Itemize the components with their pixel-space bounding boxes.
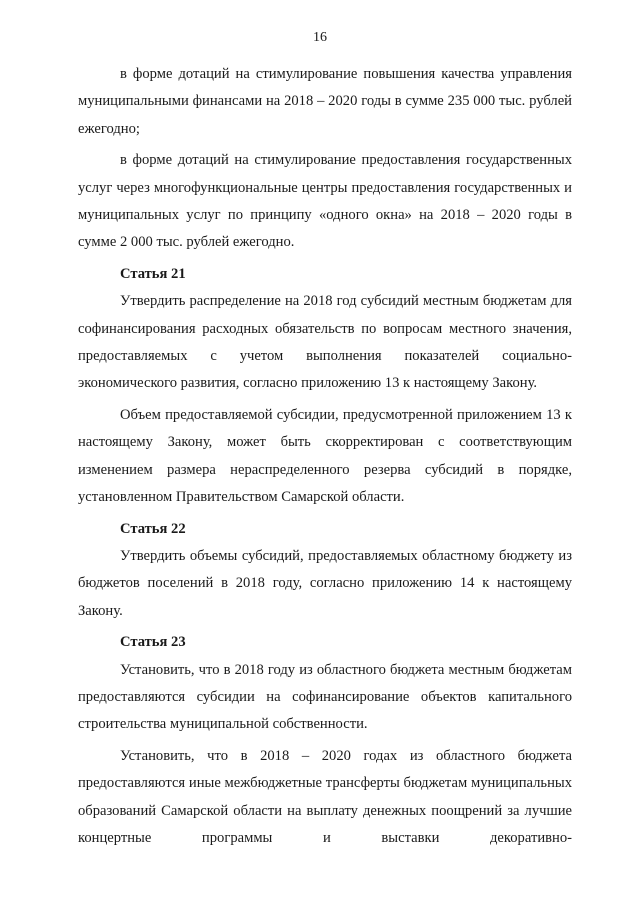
article-heading: Статья 21 <box>120 265 186 282</box>
page-number: 16 <box>313 30 327 45</box>
paragraph: Установить, что в 2018 году из областного бюджета местным бюджетам предоставляются субсидии на софинансирование объектов капитального строительства муниципальной собственности. <box>78 661 572 733</box>
paragraph: Утвердить объемы субсидий, предоставляемых областному бюджету из бюджетов поселений в 2018 году, согласно приложению 14 к настоящему Закону. <box>78 547 572 619</box>
paragraph: Утвердить распределение на 2018 год субсидий местным бюджетам для софинансирования расходных обязательств по вопросам местного значения, предоставляемых с учетом выполнения показателей социально-экономического развития, согласно приложению 13 к настоящему Закону. <box>78 293 572 392</box>
paragraph: в форме дотаций на стимулирование повышения качества управления муниципальными финансами на 2018 – 2020 годы в сумме 235 000 тыс. рублей ежегодно; <box>78 66 572 137</box>
paragraph: Установить, что в 2018 – 2020 годах из областного бюджета предоставляются иные межбюджетные трансферты бюджетам муниципальных образований Самарской области на выплату денежных поощрений за лучшие концертные программы и выставки декоративно- <box>78 747 572 846</box>
document-body <box>78 61 572 852</box>
article-heading: Статья 22 <box>120 520 186 537</box>
article-heading: Статья 23 <box>120 634 186 651</box>
paragraph: Объем предоставляемой субсидии, предусмотренной приложением 13 к настоящему Закону, может быть скорректирован с соответствующим изменением размера нераспределенного резерва субсидий в порядке, установленном Правительством Самарской области. <box>78 406 572 506</box>
paragraph: в форме дотаций на стимулирование предоставления государственных услуг через многофункциональные центры предоставления государственных и муниципальных услуг по принципу «одного окна» на 2018 – 2020 годы в сумме 2 000 тыс. рублей ежегодно. <box>78 152 572 251</box>
